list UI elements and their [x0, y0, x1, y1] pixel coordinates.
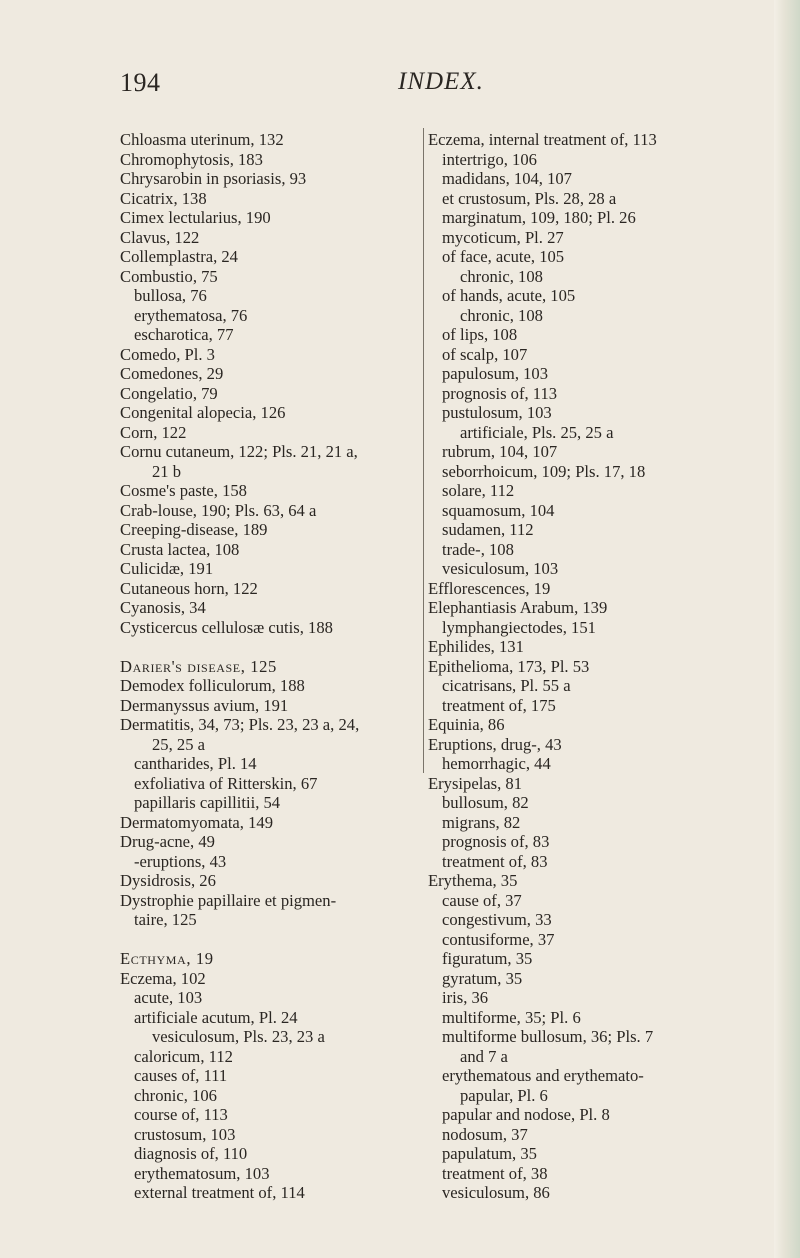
- index-subentry: trade-, 108: [442, 539, 514, 559]
- entry-gap: [120, 930, 420, 950]
- page-number: 194: [120, 68, 161, 97]
- index-subentry: causes of, 111: [134, 1066, 228, 1085]
- index-entry: Drug-acne, 49: [120, 832, 215, 851]
- index-entry: Dermanyssus avium, 191: [120, 695, 289, 715]
- index-subentry: papillaris capillitii, 54: [134, 793, 281, 812]
- index-entry: Congelatio, 79: [120, 383, 218, 403]
- index-subentry: sudamen, 112: [442, 520, 534, 539]
- index-subentry: diagnosis of, 110: [134, 1144, 248, 1163]
- index-subentry: chronic, 108: [460, 305, 543, 325]
- index-subentry: vesiculosum, 103: [442, 559, 559, 578]
- index-subentry: exfoliativa of Ritterskin, 67: [134, 773, 318, 793]
- index-subentry: taire, 125: [134, 910, 197, 929]
- index-subentry: nodosum, 37: [442, 1124, 528, 1144]
- index-subentry: treatment of, 83: [442, 851, 548, 871]
- index-subentry: of lips, 108: [442, 325, 518, 344]
- index-entry: Cyanosis, 34: [120, 598, 206, 617]
- index-entry: Cosme's paste, 158: [120, 481, 247, 500]
- index-subentry: treatment of, 38: [442, 1163, 548, 1183]
- index-entry: Ephilides, 131: [428, 637, 524, 656]
- index-subentry: -eruptions, 43: [134, 851, 227, 871]
- index-subentry: lymphangiectodes, 151: [442, 617, 596, 637]
- index-subentry: artificiale acutum, Pl. 24: [134, 1007, 298, 1027]
- index-subentry: cause of, 37: [442, 890, 522, 910]
- index-entry: Congenital alopecia, 126: [120, 403, 286, 422]
- index-entry: Clavus, 122: [120, 227, 200, 247]
- index-entry: Corn, 122: [120, 422, 187, 442]
- index-subentry: mycoticum, Pl. 27: [442, 227, 564, 247]
- index-subentry: contusiforme, 37: [442, 929, 555, 949]
- index-subentry: and 7 a: [460, 1046, 508, 1066]
- index-entry: Efflorescences, 19: [428, 578, 551, 598]
- index-subentry: erythematosum, 103: [134, 1163, 270, 1183]
- index-entry: Collemplastra, 24: [120, 247, 238, 266]
- index-entry: Chromophytosis, 183: [120, 149, 263, 169]
- index-subentry: congestivum, 33: [442, 910, 552, 929]
- index-subentry: figuratum, 35: [442, 949, 533, 968]
- index-subentry: course of, 113: [134, 1105, 228, 1124]
- index-subentry: bullosa, 76: [134, 286, 207, 305]
- index-entry: Elephantiasis Arabum, 139: [428, 598, 608, 617]
- index-subentry: seborrhoicum, 109; Pls. 17, 18: [442, 461, 646, 481]
- index-subentry: et crustosum, Pls. 28, 28 a: [442, 188, 617, 208]
- index-entry: Cysticercus cellulosæ cutis, 188: [120, 617, 333, 637]
- index-entry: Erysipelas, 81: [428, 773, 523, 793]
- index-subentry: external treatment of, 114: [134, 1183, 305, 1202]
- index-subentry: of hands, acute, 105: [442, 286, 576, 305]
- index-entry: Dermatitis, 34, 73; Pls. 23, 23 a, 24,: [120, 715, 360, 734]
- index-subentry: migrans, 82: [442, 812, 521, 832]
- index-entry: Darier's disease, 125: [120, 656, 277, 676]
- index-subentry: intertrigo, 106: [442, 149, 537, 169]
- index-entry: Dysidrosis, 26: [120, 871, 216, 890]
- index-entry: Eczema, internal treatment of, 113: [428, 130, 657, 149]
- index-entry: Demodex folliculorum, 188: [120, 676, 305, 695]
- index-subentry: erythematous and erythemato-: [442, 1066, 644, 1085]
- index-subentry: escharotica, 77: [134, 325, 234, 344]
- index-subentry: gyratum, 35: [442, 968, 523, 988]
- index-subentry: 21 b: [152, 461, 182, 481]
- index-subentry: pustulosum, 103: [442, 403, 552, 422]
- index-subentry: prognosis of, 113: [442, 383, 558, 403]
- index-entry: Dermatomyomata, 149: [120, 812, 273, 832]
- index-entry: Comedones, 29: [120, 364, 224, 383]
- index-entry: Eruptions, drug-, 43: [428, 734, 562, 754]
- index-subentry: papulatum, 35: [442, 1144, 537, 1163]
- index-subentry: crustosum, 103: [134, 1124, 236, 1144]
- column-divider: [423, 128, 424, 773]
- index-subentry: multiforme bullosum, 36; Pls. 7: [442, 1027, 654, 1046]
- index-subentry: rubrum, 104, 107: [442, 442, 558, 461]
- index-entry: Crusta lactea, 108: [120, 539, 240, 559]
- index-subentry: 25, 25 a: [152, 734, 205, 754]
- index-column-left: [120, 130, 420, 1203]
- index-subentry: bullosum, 82: [442, 793, 529, 812]
- index-subentry: chronic, 108: [460, 266, 543, 286]
- running-head: INDEX.: [398, 68, 484, 95]
- entry-gap: [120, 637, 420, 657]
- index-entry: Cicatrix, 138: [120, 188, 207, 208]
- index-subentry: acute, 103: [134, 988, 203, 1007]
- index-subentry: squamosum, 104: [442, 500, 555, 520]
- index-subentry: chronic, 106: [134, 1085, 217, 1105]
- index-subentry: vesiculosum, 86: [442, 1183, 550, 1202]
- index-entry: Crab-louse, 190; Pls. 63, 64 a: [120, 500, 317, 520]
- page-header: [0, 68, 780, 108]
- index-subentry: cicatrisans, Pl. 55 a: [442, 676, 571, 695]
- index-subentry: of face, acute, 105: [442, 247, 565, 266]
- index-entry: Ecthyma, 19: [120, 949, 214, 968]
- index-subentry: papular, Pl. 6: [460, 1085, 548, 1105]
- index-subentry: vesiculosum, Pls. 23, 23 a: [152, 1027, 325, 1046]
- index-subentry: multiforme, 35; Pl. 6: [442, 1007, 581, 1027]
- index-subentry: artificiale, Pls. 25, 25 a: [460, 422, 614, 442]
- index-entry: Cutaneous horn, 122: [120, 578, 258, 598]
- index-subentry: marginatum, 109, 180; Pl. 26: [442, 208, 636, 227]
- index-subentry: iris, 36: [442, 988, 489, 1007]
- index-entry: Epithelioma, 173, Pl. 53: [428, 656, 590, 676]
- index-subentry: erythematosa, 76: [134, 305, 248, 325]
- index-subentry: papulosum, 103: [442, 364, 549, 383]
- index-subentry: caloricum, 112: [134, 1046, 233, 1066]
- index-subentry: solare, 112: [442, 481, 515, 500]
- index-entry: Erythema, 35: [428, 871, 518, 890]
- index-entry: Chrysarobin in psoriasis, 93: [120, 169, 307, 188]
- index-entry: Comedo, Pl. 3: [120, 344, 215, 364]
- index-subentry: madidans, 104, 107: [442, 169, 572, 188]
- index-subentry: cantharides, Pl. 14: [134, 754, 257, 773]
- index-subentry: papular and nodose, Pl. 8: [442, 1105, 610, 1124]
- index-entry: Cornu cutaneum, 122; Pls. 21, 21 a,: [120, 442, 358, 461]
- index-entry: Dystrophie papillaire et pigmen-: [120, 890, 337, 910]
- index-subentry: hemorrhagic, 44: [442, 754, 551, 773]
- index-subentry: prognosis of, 83: [442, 832, 550, 851]
- index-entry: Chloasma uterinum, 132: [120, 130, 284, 149]
- index-entry: Eczema, 102: [120, 968, 206, 988]
- index-column-right: [428, 130, 798, 1203]
- index-entry: Equinia, 86: [428, 715, 505, 734]
- index-entry: Combustio, 75: [120, 266, 218, 286]
- index-entry: Cimex lectularius, 190: [120, 208, 271, 227]
- index-subentry: treatment of, 175: [442, 695, 556, 715]
- index-entry: Culicidæ, 191: [120, 559, 214, 578]
- index-entry: Creeping-disease, 189: [120, 520, 268, 539]
- index-subentry: of scalp, 107: [442, 344, 528, 364]
